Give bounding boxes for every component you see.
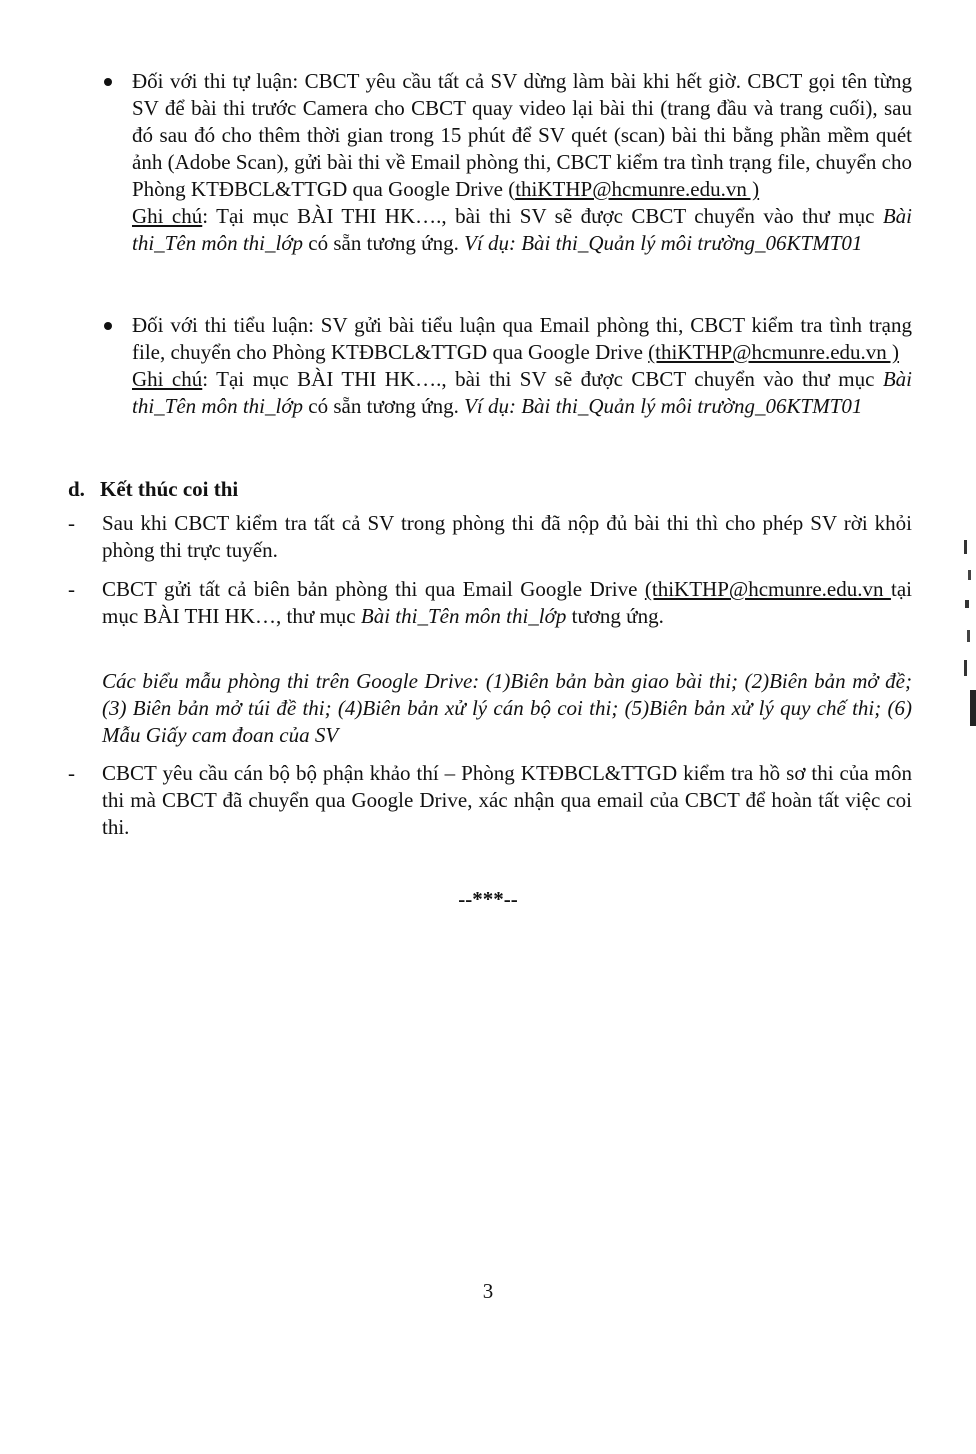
section-title: Kết thúc coi thi [100, 477, 239, 501]
dash-item-send-reports: - CBCT gửi tất cả biên bản phòng thi qua Email Google Drive (thiKTHP@hcmunre.edu.vn tại mục BÀI THI HK…, thư mục Bài thi_Tên môn thi_lớp tương ứng. [68, 577, 912, 628]
folder-name: Bài thi_Tên môn thi_lớp [360, 604, 567, 628]
forms-note: Các biểu mẫu phòng thi trên Google Drive: (1)Biên bản bàn giao bài thi; (2)Biên bản mở đề; (3) Biên bản mở túi đề thi; (4)Biên bản xử lý cán bộ coi thi; (5)Biên bản xử lý quy chế thi; (6) Mẫu Giấy cam đoan của SV [102, 669, 912, 747]
bullet-icon [104, 78, 112, 86]
dash-item-dismiss [68, 510, 912, 564]
note-label: Ghi chú [132, 204, 203, 228]
note-example: Ví dụ: Bài thi_Quản lý môi trường_06KTMT01 [464, 231, 863, 255]
bullet-text: Đối với thi tự luận: CBCT yêu cầu tất cả SV dừng làm bài khi hết giờ. CBCT gọi tên từng SV để bài thi trước Camera cho CBCT quay video lại bài thi (trang đầu và trang cuối), sau đó sau đó cho thêm thời gian trong 15 phút để SV quét (scan) bài thi bằng phần mềm quét ảnh (Adobe Scan), gửi bài thi về Email phòng thi, CBCT kiểm tra tình trạng file, chuyển cho Phòng KTĐBCL&TTGD qua Google Drive ( [132, 69, 912, 201]
bullet-item-essay-exam [132, 68, 912, 257]
dash-marker: - [68, 511, 75, 535]
note-paragraph: Ghi chú: Tại mục BÀI THI HK…., bài thi SV sẽ được CBCT chuyển vào thư mục Bài thi_Tên môn thi_lớp có sẵn tương ứng. Ví dụ: Bài thi_Quản lý môi trường_06KTMT01 [132, 367, 912, 418]
dash-text: CBCT yêu cầu cán bộ bộ phận khảo thí – Phòng KTĐBCL&TTGD kiểm tra hồ sơ thi của môn thi mà CBCT đã chuyển qua Google Drive, xác nhận qua email của CBCT để hoàn tất việc coi thi. [102, 761, 912, 839]
note-label: Ghi chú [132, 367, 203, 391]
note-paragraph: Ghi chú: Tại mục BÀI THI HK…., bài thi SV sẽ được CBCT chuyển vào thư mục Bài thi_Tên môn thi_lớp có sẵn tương ứng. Ví dụ: Bài thi_Quản lý môi trường_06KTMT01 [132, 204, 912, 255]
bullet-item-essay-report [132, 312, 912, 420]
bullet-icon [104, 322, 112, 330]
note-folder: Bài thi_Tên môn thi_lớp [132, 367, 912, 418]
note-folder: Bài thi_Tên môn thi_lớp [132, 204, 912, 255]
email-link[interactable]: (thiKTHP@hcmunre.edu.vn [644, 577, 891, 601]
email-link[interactable]: thiKTHP@hcmunre.edu.vn ) [515, 177, 760, 201]
note-example: Ví dụ: Bài thi_Quản lý môi trường_06KTMT01 [464, 394, 863, 418]
email-link[interactable]: (thiKTHP@hcmunre.edu.vn ) [648, 340, 900, 364]
section-heading [68, 476, 238, 503]
page-number: 3 [482, 1279, 494, 1303]
dash-marker: - [68, 761, 75, 785]
section-separator: --***-- [458, 887, 518, 911]
dash-item-confirm [68, 760, 912, 841]
scan-edge-mark [962, 530, 976, 740]
bullet-text: Đối với thi tiểu luận: SV gửi bài tiểu luận qua Email phòng thi, CBCT kiểm tra tình trạng file, chuyển cho Phòng KTĐBCL&TTGD qua Google Drive [132, 313, 912, 364]
section-letter: d. [68, 477, 85, 501]
dash-text: Sau khi CBCT kiểm tra tất cả SV trong phòng thi đã nộp đủ bài thi thì cho phép SV rời khỏi phòng thi trực tuyến. [102, 511, 912, 562]
dash-marker: - [68, 577, 75, 601]
